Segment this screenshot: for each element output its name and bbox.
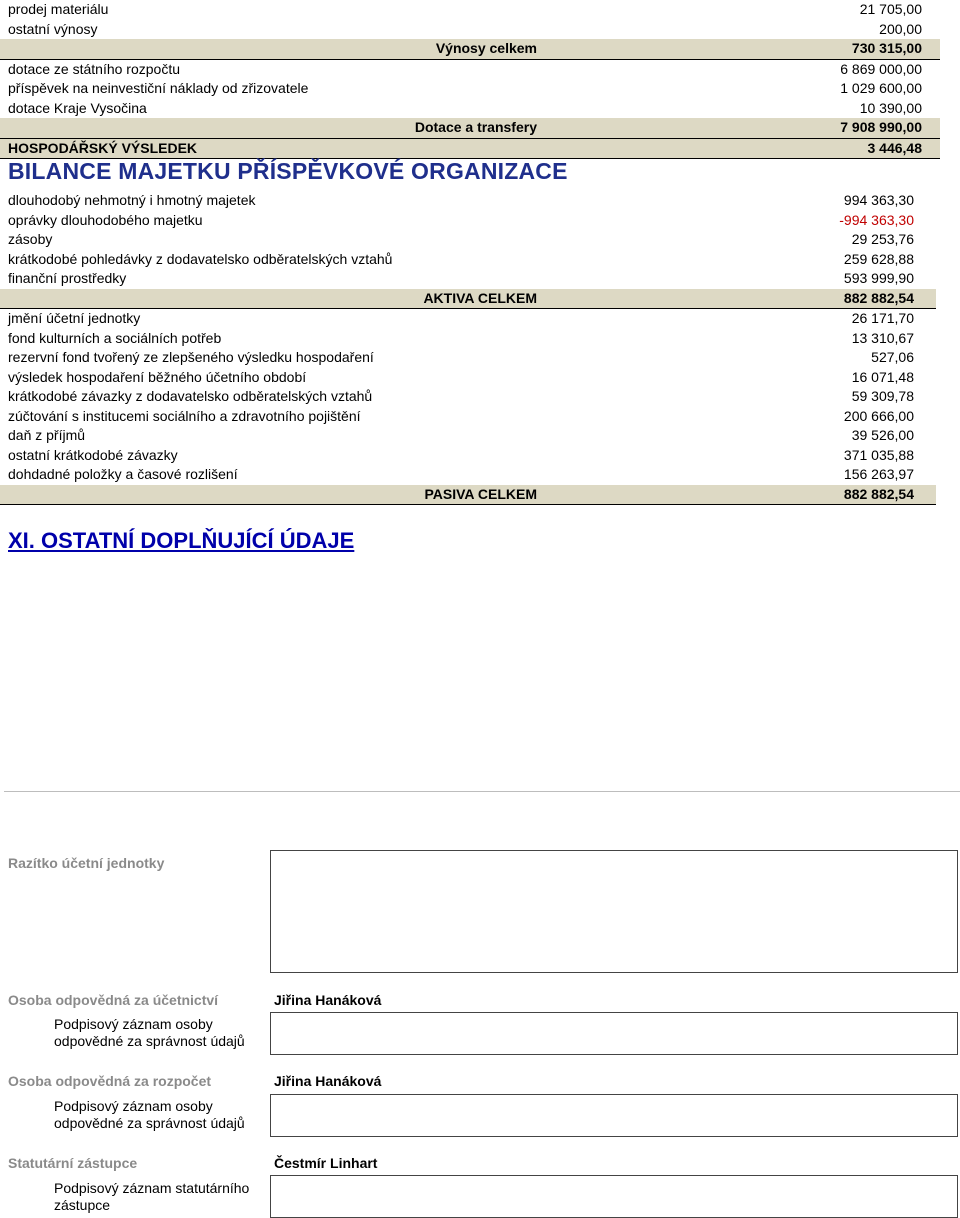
accounting-signature-box [270,1012,958,1055]
row-value: 29 253,76 [851,231,914,247]
row-label: ostatní výnosy [8,20,98,37]
table-row [0,329,936,349]
row-value: 1 029 600,00 [840,80,922,96]
table-row [0,211,936,231]
table-row [0,20,940,40]
table-row [0,348,936,368]
income-total-label: Výnosy celkem [435,40,537,56]
accounting-label: Osoba odpovědná za účetnictví [8,992,219,1008]
row-label: dlouhodobý nehmotný i hmotný majetek [8,192,256,208]
assets-total-value: 882 882,54 [843,289,914,306]
assets-total-row [0,289,936,310]
row-value: 527,06 [871,349,914,365]
table-row [0,426,936,446]
stamp-box [270,850,958,973]
row-label: daň z příjmů [8,427,86,443]
row-value: 10 390,00 [859,99,922,116]
transfers-total-value: 7 908 990,00 [840,119,922,135]
row-label: oprávky dlouhodobého majetku [8,211,203,228]
row-value-negative: -994 363,30 [839,211,914,228]
row-value: 994 363,30 [843,192,914,208]
row-label: finanční prostředky [8,270,127,286]
table-row [0,465,936,485]
table-row [0,99,940,119]
row-label: výsledek hospodaření běžného účetního období [8,368,307,385]
budget-label: Osoba odpovědná za rozpočet [8,1073,212,1089]
row-label: krátkodobé pohledávky z dodavatelsko odběratelských vztahů [8,250,393,267]
row-label: prodej materiálu [8,1,109,17]
income-total-row [0,39,940,60]
row-value: 16 071,48 [851,368,914,385]
row-value: 26 171,70 [851,310,914,326]
result-value: 3 446,48 [867,139,922,156]
table-row [0,60,940,80]
accounting-note: Podpisový záznam osoby odpovědné za správnost údajů [54,1016,245,1049]
income-total-value: 730 315,00 [851,40,922,56]
table-row [0,250,936,270]
table-row [0,79,940,99]
budget-name: Jiřina Hanáková [274,1073,382,1089]
table-row [0,368,936,388]
row-value: 593 999,90 [843,270,914,286]
transfers-total-label: Dotace a transfery [414,119,537,135]
revenue-section [0,0,940,159]
statutory-signature-box [270,1175,958,1218]
statutory-note: Podpisový záznam statutárního zástupce [54,1180,250,1213]
assets-total-label: AKTIVA CELKEM [423,289,537,306]
row-label: jmění účetní jednotky [8,310,141,326]
balance-title: BILANCE MAJETKU PŘÍSPĚVKOVÉ ORGANIZACE [8,158,568,184]
divider [4,791,960,792]
row-value: 6 869 000,00 [840,60,922,77]
liabilities-total-row [0,485,936,506]
row-value: 13 310,67 [851,329,914,346]
row-label: krátkodobé závazky z dodavatelsko odběratelských vztahů [8,388,373,404]
table-row [0,191,936,211]
accounting-name: Jiřina Hanáková [274,992,382,1008]
statutory-label: Statutární zástupce [8,1155,138,1171]
row-label: dohdadné položky a časové rozlišení [8,466,238,482]
row-label: zúčtování s institucemi sociálního a zdravotního pojištění [8,407,361,424]
section-xi-title: XI. OSTATNÍ DOPLŇUJÍCÍ ÚDAJE [8,528,355,553]
row-value: 156 263,97 [843,466,914,482]
transfers-total-row [0,118,940,139]
row-value: 39 526,00 [851,427,914,443]
table-row [0,309,936,329]
result-label: HOSPODÁŘSKÝ VÝSLEDEK [8,139,198,156]
row-label: rezervní fond tvořený ze zlepšeného výsledku hospodaření [8,349,374,365]
result-row [0,139,940,160]
row-label: ostatní krátkodobé závazky [8,446,178,463]
row-label: fond kulturních a sociálních potřeb [8,329,222,346]
row-label: dotace ze státního rozpočtu [8,60,180,77]
budget-signature-box [270,1094,958,1137]
table-row [0,387,936,407]
row-value: 200,00 [879,20,922,37]
statutory-name: Čestmír Linhart [274,1155,378,1171]
row-label: dotace Kraje Vysočina [8,99,147,116]
row-label: příspěvek na neinvestiční náklady od zřizovatele [8,80,309,96]
row-value: 200 666,00 [843,407,914,424]
table-row [0,230,936,250]
row-value: 21 705,00 [859,1,922,17]
table-row [0,269,936,289]
liabilities-total-value: 882 882,54 [843,485,914,502]
row-value: 371 035,88 [843,446,914,463]
balance-section [0,191,936,505]
table-row [0,446,936,466]
liabilities-total-label: PASIVA CELKEM [424,485,537,502]
budget-note: Podpisový záznam osoby odpovědné za správnost údajů [54,1098,245,1131]
row-label: zásoby [8,231,53,247]
row-value: 259 628,88 [843,250,914,267]
stamp-label: Razítko účetní jednotky [8,855,165,871]
table-row [0,0,940,20]
table-row [0,407,936,427]
row-value: 59 309,78 [851,388,914,404]
